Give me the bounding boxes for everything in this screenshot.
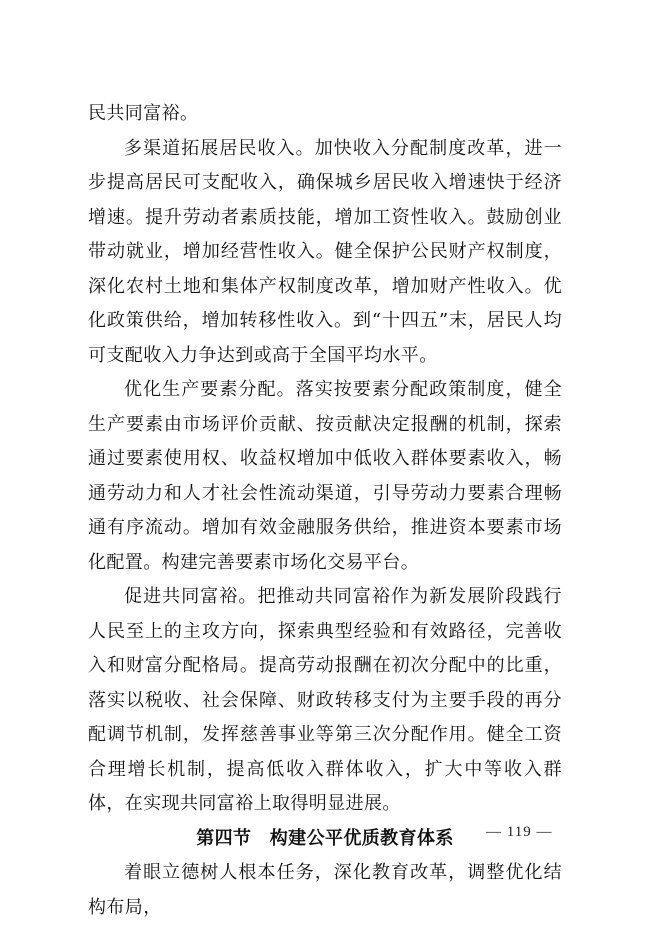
paragraph-common-prosperity: 促进共同富裕。把推动共同富裕作为新发展阶段践行人民至上的主攻方向，探索典型经验和有效路径，完善收入和财富分配格局。提高劳动报酬在初次分配中的比重，落实以税收、社会保障、财政转移支付为主要手段的再分配调节机制，发挥慈善事业等第三次分配作用。健全工资合理增长机制，提高低收入群体收入，扩大中等收入群体，在实现共同富裕上取得明显进展。 (88, 586, 562, 814)
section-heading: 第四节 构建公平优质教育体系 (196, 827, 454, 849)
paragraph-continuation: 民共同富裕。 (88, 103, 199, 124)
paragraph-residents-income: 多渠道拓展居民收入。加快收入分配制度改革，进一步提高居民可支配收入，确保城乡居民收入增速快于经济增速。提升劳动者素质技能，增加工资性收入。鼓励创业带动就业，增加经营性收入。健全保护公民财产权制度，深化农村土地和集体产权制度改革，增加财产性收入。优化政策供给，增加转移性收入。到“十四五”末，居民人均可支配收入力争达到或高于全国平均水平。 (88, 137, 562, 366)
body-text (88, 97, 562, 925)
paragraph-production-factors: 优化生产要素分配。落实按要素分配政策制度，健全生产要素由市场评价贡献、按贡献决定报酬的机制，探索通过要素使用权、收益权增加中低收入群体要素收入，畅通劳动力和人才社会性流动渠道，引导劳动力要素合理畅通有序流动。增加有效金融服务供给，推进资本要素市场化配置。构建完善要素市场化交易平台。 (88, 379, 562, 573)
page-number: — 119 — (486, 824, 553, 840)
paragraph-education: 着眼立德树人根本任务，深化教育改革，调整优化结构布局， (88, 862, 562, 918)
